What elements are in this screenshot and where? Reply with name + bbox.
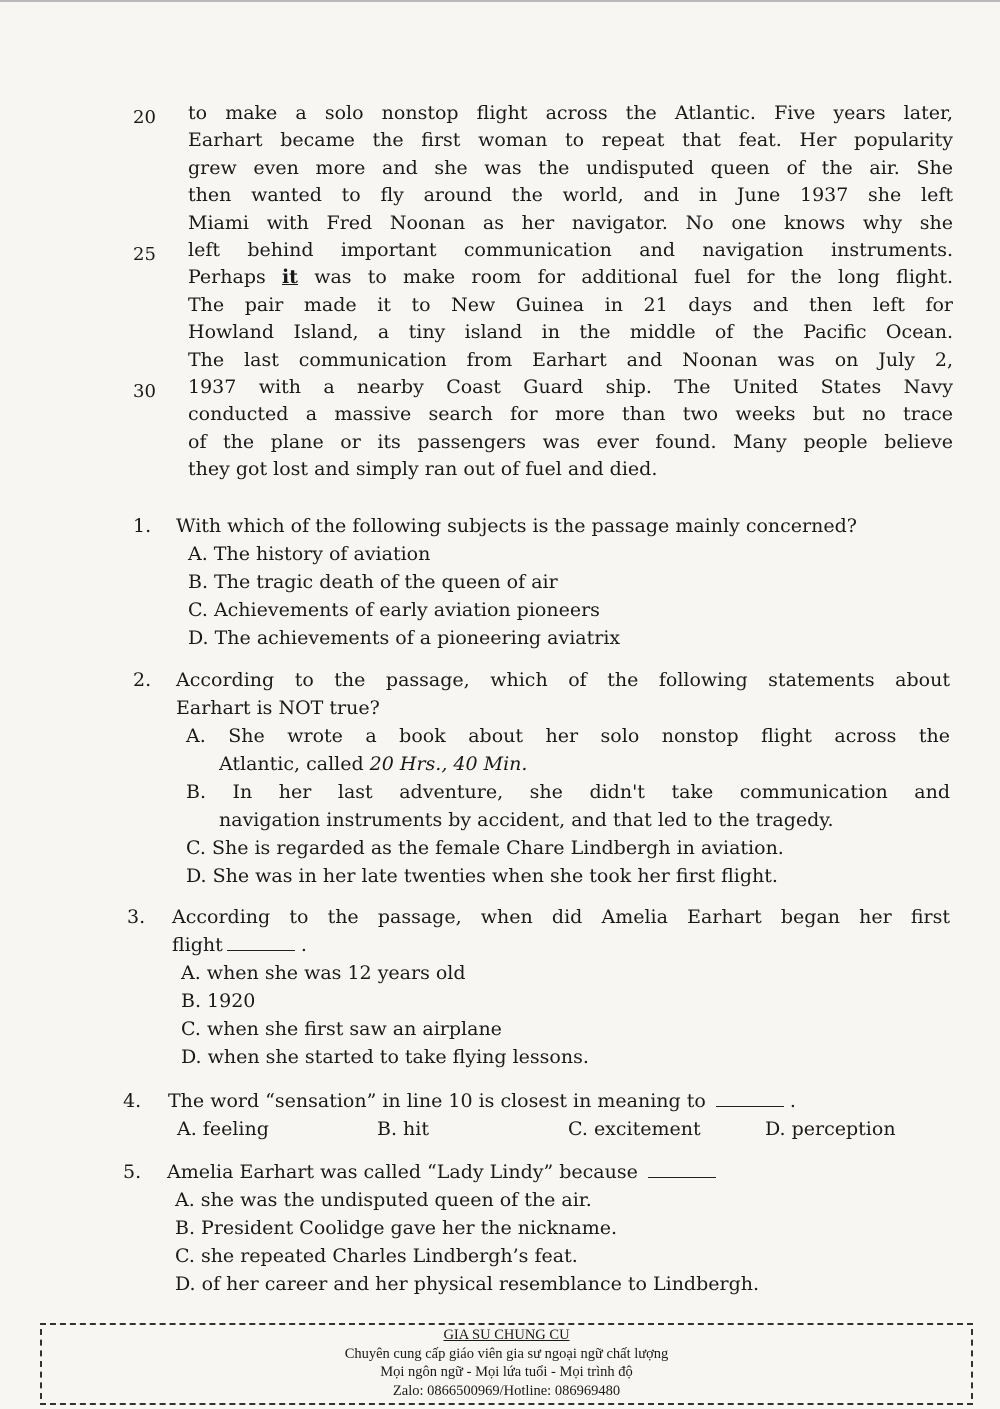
question-1 [0, 512, 1000, 652]
answer-blank[interactable] [648, 1159, 716, 1178]
highlighted-word: it [281, 266, 298, 289]
passage-line: 20 to make a solo nonstop flight across the Atlantic. Five years later, [133, 100, 953, 127]
answer-option[interactable]: A. feeling [177, 1118, 269, 1140]
answer-option[interactable]: B. 1920 [181, 990, 256, 1012]
answer-option[interactable]: A. The history of aviation [188, 543, 431, 565]
page-top-edge [0, 0, 1000, 2]
question-number: 4. [123, 1090, 142, 1112]
line-number: 25 [133, 243, 156, 265]
answer-blank[interactable] [227, 932, 295, 951]
answer-option[interactable]: D. of her career and her physical resemblance to Lindbergh. [175, 1273, 760, 1295]
answer-option[interactable]: A. when she was 12 years old [181, 962, 466, 984]
answer-option[interactable]: C. excitement [568, 1118, 701, 1140]
passage-line: conducted a massive search for more than two weeks but no trace [188, 403, 953, 426]
passage-line: The last communication from Earhart and Noonan was on July 2, [188, 348, 953, 371]
line-number: 30 [133, 380, 156, 402]
footer-contact: Zalo: 0866500969/Hotline: 086969480 [392, 1382, 621, 1399]
question-stem: 5. Amelia Earhart was called “Lady Lindy” because [0, 1158, 1000, 1186]
question-5 [0, 1158, 1000, 1298]
line-number: 20 [133, 107, 156, 128]
answer-option[interactable]: A. She wrote a book about her solo nonstop flight across the [186, 725, 950, 747]
footer-title: GIA SU CHUNG CU [443, 1327, 570, 1343]
passage-line: The pair made it to New Guinea in 21 days and then left for [188, 293, 953, 316]
book-title: 20 Hrs., 40 Min. [369, 753, 528, 775]
passage-line: 25 left behind important communication and navigation instruments. [133, 237, 953, 264]
passage-line: 30 1937 with a nearby Coast Guard ship. The United States Navy [133, 374, 953, 401]
answer-option[interactable]: D. She was in her late twenties when she took her first flight. [186, 865, 778, 887]
passage-line: Perhaps it was to make room for additional fuel for the long flight. [188, 266, 953, 289]
question-number: 2. [133, 669, 152, 691]
passage-line: Miami with Fred Noonan as her navigator. No one knows why she [188, 211, 953, 234]
answer-option[interactable]: D. when she started to take flying lessons. [181, 1046, 589, 1068]
footer-tagline: Chuyên cung cấp giáo viên gia sư ngoại ngữ chất lượng [344, 1345, 669, 1362]
question-stem: 3. According to the passage, when did Amelia Earhart began her first [0, 903, 1000, 931]
question-number: 1. [133, 515, 152, 537]
question-4 [0, 1087, 1000, 1143]
question-3: 3. According to the passage, when did Amelia Earhart began her first flight . A. when she was 12 years old B. 1920 C. when she first saw an airplane D. when she started to take flying lessons. [0, 903, 1000, 1071]
question-2: 2. According to the passage, which of the following statements about Earhart is NOT true? A. She wrote a book about her solo nonstop flight across the Atlantic, called 20 Hrs., 40 Min. B. In her last adventure, she didn't take communication and navigation instruments by accident, and that led to the tragedy. C. She is regarded as the female Chare Lindbergh in aviation. D. She was in her late twenties when she took her first flight. [0, 666, 1000, 890]
question-stem: 4. The word “sensation” in line 10 is closest in meaning to . [0, 1087, 1000, 1115]
answer-option[interactable]: A. she was the undisputed queen of the air. [175, 1189, 592, 1211]
footer-subtagline: Mọi ngôn ngữ - Mọi lứa tuổi - Mọi trình độ [380, 1364, 633, 1380]
question-number: 3. [127, 906, 146, 928]
passage-line: then wanted to fly around the world, and in June 1937 she left [188, 184, 953, 207]
question-number: 5. [123, 1161, 142, 1183]
footer-text [40, 1326, 973, 1400]
answer-option[interactable]: B. President Coolidge gave her the nickname. [175, 1217, 618, 1239]
passage-line: Earhart became the first woman to repeat that feat. Her popularity [188, 129, 953, 152]
answer-option[interactable]: C. Achievements of early aviation pioneers [188, 599, 600, 621]
answer-blank[interactable] [716, 1088, 784, 1107]
answer-option[interactable]: C. She is regarded as the female Chare Lindbergh in aviation. [186, 837, 784, 859]
passage-line: of the plane or its passengers was ever found. Many people believe [188, 430, 953, 453]
reading-passage [133, 100, 953, 483]
answer-option[interactable]: D. perception [765, 1118, 896, 1140]
answer-option[interactable]: B. hit [377, 1118, 429, 1140]
passage-line: Howland Island, a tiny island in the middle of the Pacific Ocean. [188, 321, 953, 344]
question-stem: 2. According to the passage, which of the following statements about [0, 666, 1000, 694]
answer-option[interactable]: D. The achievements of a pioneering aviatrix [188, 627, 621, 649]
answer-option[interactable]: C. she repeated Charles Lindbergh’s feat. [175, 1245, 578, 1267]
answer-option[interactable]: B. The tragic death of the queen of air [188, 571, 558, 593]
passage-line: they got lost and simply ran out of fuel and died. [188, 458, 658, 481]
answer-option[interactable]: C. when she first saw an airplane [181, 1018, 502, 1040]
passage-line: grew even more and she was the undisputed queen of the air. She [188, 156, 953, 179]
footer-advert-box [40, 1323, 973, 1405]
answer-option[interactable]: B. In her last adventure, she didn't take communication and [186, 781, 950, 803]
question-stem: 1. With which of the following subjects is the passage mainly concerned? [0, 512, 1000, 540]
